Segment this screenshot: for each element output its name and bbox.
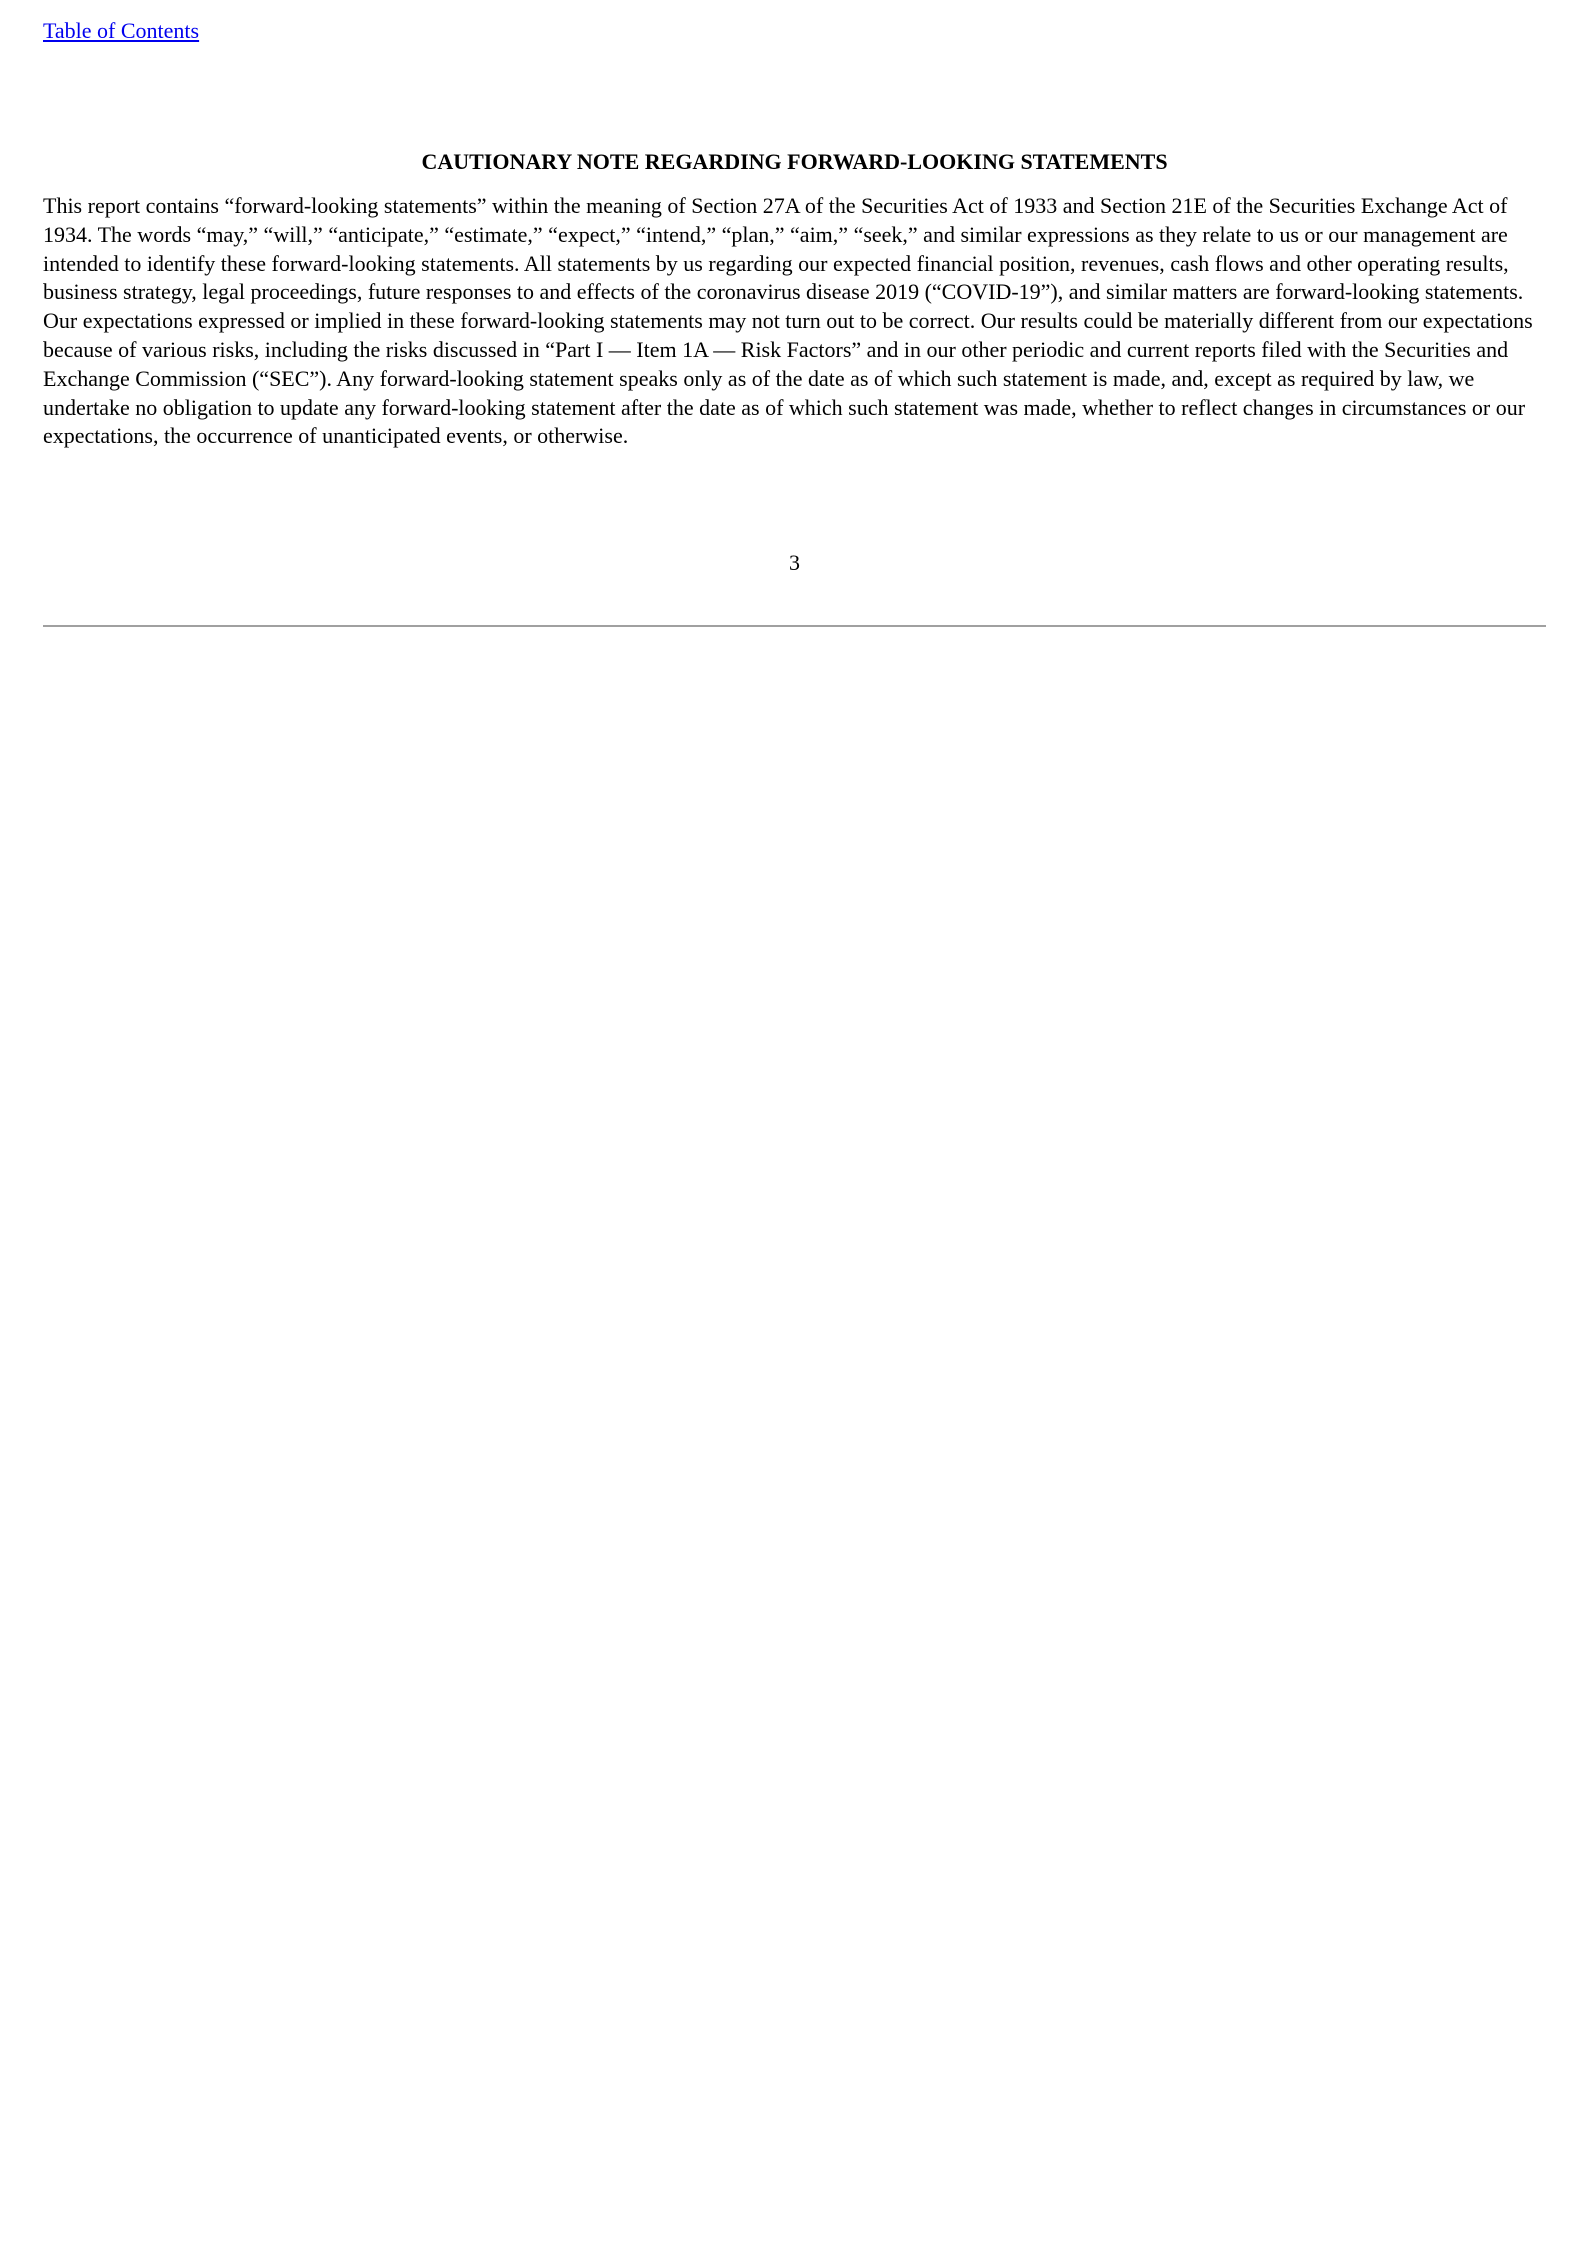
- page-number: 3: [789, 550, 800, 575]
- forward-looking-statements-paragraph: This report contains “forward-looking statements” within the meaning of Section 27A of the Securities Act of 1933 and Section 21E of the Securities Exchange Act of 1934. The words “may,” “will,” “anticipate,” “estimate,” “expect,” “intend,” “plan,” “aim,” “seek,” and similar expressions as they relate to us or our management are intended to identify these forward-looking statements. All statements by us regarding our expected financial position, revenues, cash flows and other operating results, business strategy, legal proceedings, future responses to and effects of the coronavirus disease 2019 (“COVID-19”), and similar matters are forward-looking statements. Our expectations expressed or implied in these forward-looking statements may not turn out to be correct. Our results could be materially different from our expectations because of various risks, including the risks discussed in “Part I — Item 1A — Risk Factors” and in our other periodic and current reports filed with the Securities and Exchange Commission (“SEC”). Any forward-looking statement speaks only as of the date as of which such statement is made, and, except as required by law, we undertake no obligation to update any forward-looking statement after the date as of which such statement was made, whether to reflect changes in circumstances or our expectations, the occurrence of unanticipated events, or otherwise.: [43, 193, 1533, 449]
- section-heading: CAUTIONARY NOTE REGARDING FORWARD-LOOKING STATEMENTS: [421, 149, 1168, 174]
- table-of-contents-link[interactable]: Table of Contents: [43, 18, 200, 43]
- page-break-divider: [43, 625, 1546, 627]
